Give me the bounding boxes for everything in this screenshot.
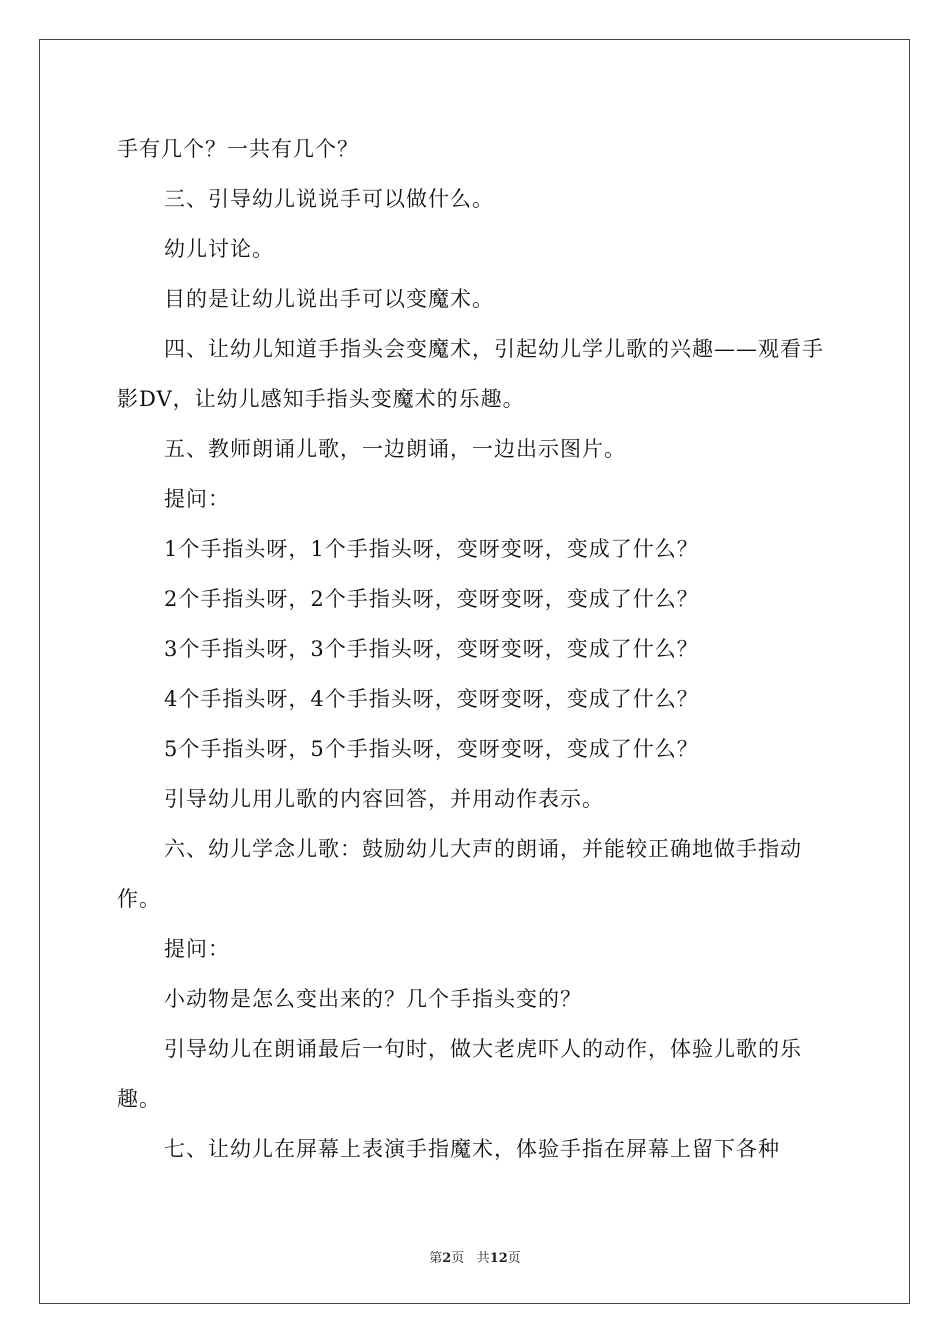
total-prefix: 共 (476, 1251, 490, 1266)
paragraph: 三、引导幼儿说说手可以做什么。 (164, 187, 494, 211)
page-suffix: 页 (451, 1251, 465, 1266)
paragraph: 小动物是怎么变出来的？几个手指头变的？ (164, 987, 582, 1011)
paragraph: 提问： (164, 487, 230, 511)
page-prefix: 第 (429, 1251, 443, 1266)
paragraph: 目的是让幼儿说出手可以变魔术。 (164, 287, 494, 311)
paragraph: 六、幼儿学念儿歌：鼓励幼儿大声的朗诵，并能较正确地做手指动作。 (117, 837, 802, 911)
paragraph: 4个手指头呀，4个手指头呀，变呀变呀，变成了什么？ (164, 687, 699, 711)
paragraph: 引导幼儿在朗诵最后一句时，做大老虎吓人的动作，体验儿歌的乐趣。 (117, 1037, 802, 1111)
paragraph: 5个手指头呀，5个手指头呀，变呀变呀，变成了什么？ (164, 737, 699, 761)
paragraph: 1个手指头呀，1个手指头呀，变呀变呀，变成了什么？ (164, 537, 699, 561)
page-current: 2 (442, 1251, 452, 1266)
paragraph: 提问： (164, 937, 230, 961)
total-suffix: 页 (507, 1251, 521, 1266)
paragraph: 幼儿讨论。 (164, 237, 274, 261)
page-footer (0, 1247, 950, 1266)
paragraph: 五、教师朗诵儿歌，一边朗诵，一边出示图片。 (164, 437, 626, 461)
document-body (117, 124, 835, 1174)
paragraph: 七、让幼儿在屏幕上表演手指魔术，体验手指在屏幕上留下各种 (164, 1137, 780, 1161)
paragraph: 3个手指头呀，3个手指头呀，变呀变呀，变成了什么？ (164, 637, 699, 661)
page-total: 12 (489, 1251, 508, 1266)
paragraph: 引导幼儿用儿歌的内容回答，并用动作表示。 (164, 787, 604, 811)
paragraph: 手有几个？一共有几个？ (117, 137, 359, 161)
paragraph: 四、让幼儿知道手指头会变魔术，引起幼儿学儿歌的兴趣——观看手影DV，让幼儿感知手指头变魔术的乐趣。 (117, 337, 824, 411)
paragraph: 2个手指头呀，2个手指头呀，变呀变呀，变成了什么？ (164, 587, 699, 611)
